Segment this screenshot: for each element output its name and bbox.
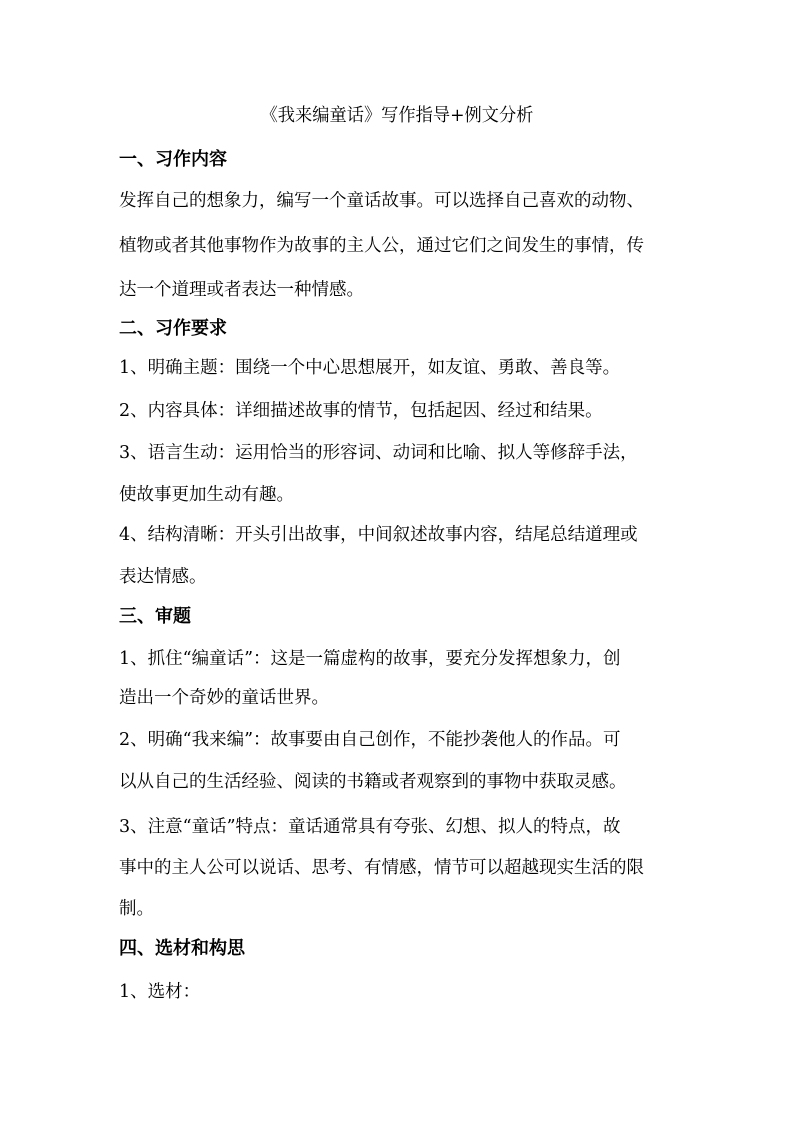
paragraph-line: 1、选材：: [119, 982, 201, 1002]
document-title: 《我来编童话》写作指导+例文分析: [260, 105, 534, 126]
paragraph-line: 3、注意“童话”特点：童话通常具有夸张、幻想、拟人的特点，故: [119, 817, 621, 837]
paragraph-line: 2、明确“我来编”：故事要由自己创作，不能抄袭他人的作品。可: [119, 730, 621, 750]
paragraph-line: 1、抓住“编童话”：这是一篇虚构的故事，要充分发挥想象力，创: [119, 649, 621, 669]
section-heading-content: 一、习作内容: [119, 149, 227, 170]
section-heading-requirements: 二、习作要求: [119, 318, 227, 339]
paragraph-line: 制。: [119, 899, 154, 919]
paragraph-line: 1、明确主题：围绕一个中心思想展开，如友谊、勇敢、善良等。: [119, 358, 621, 378]
section-heading-material: 四、选材和构思: [119, 938, 245, 959]
paragraph-line: 2、内容具体：详细描述故事的情节，包括起因、经过和结果。: [119, 401, 603, 421]
section-heading-review: 三、审题: [119, 606, 191, 627]
paragraph-line: 表达情感。: [119, 567, 207, 587]
paragraph-line: 3、语言生动：运用恰当的形容词、动词和比喻、拟人等修辞手法，: [119, 443, 638, 463]
paragraph-line: 达一个道理或者表达一种情感。: [119, 280, 364, 300]
paragraph-line: 4、结构清晰：开头引出故事，中间叙述故事内容，结尾总结道理或: [119, 525, 638, 545]
paragraph-line: 以从自己的生活经验、阅读的书籍或者观察到的事物中获取灵感。: [119, 772, 627, 792]
paragraph-line: 造出一个奇妙的童话世界。: [119, 688, 329, 708]
paragraph-line: 植物或者其他事物作为故事的主人公，通过它们之间发生的事情，传: [119, 236, 644, 256]
paragraph-line: 发挥自己的想象力，编写一个童话故事。可以选择自己喜欢的动物、: [119, 191, 644, 211]
paragraph-line: 事中的主人公可以说话、思考、有情感，情节可以超越现实生活的限: [119, 858, 644, 878]
paragraph-line: 使故事更加生动有趣。: [119, 485, 294, 505]
